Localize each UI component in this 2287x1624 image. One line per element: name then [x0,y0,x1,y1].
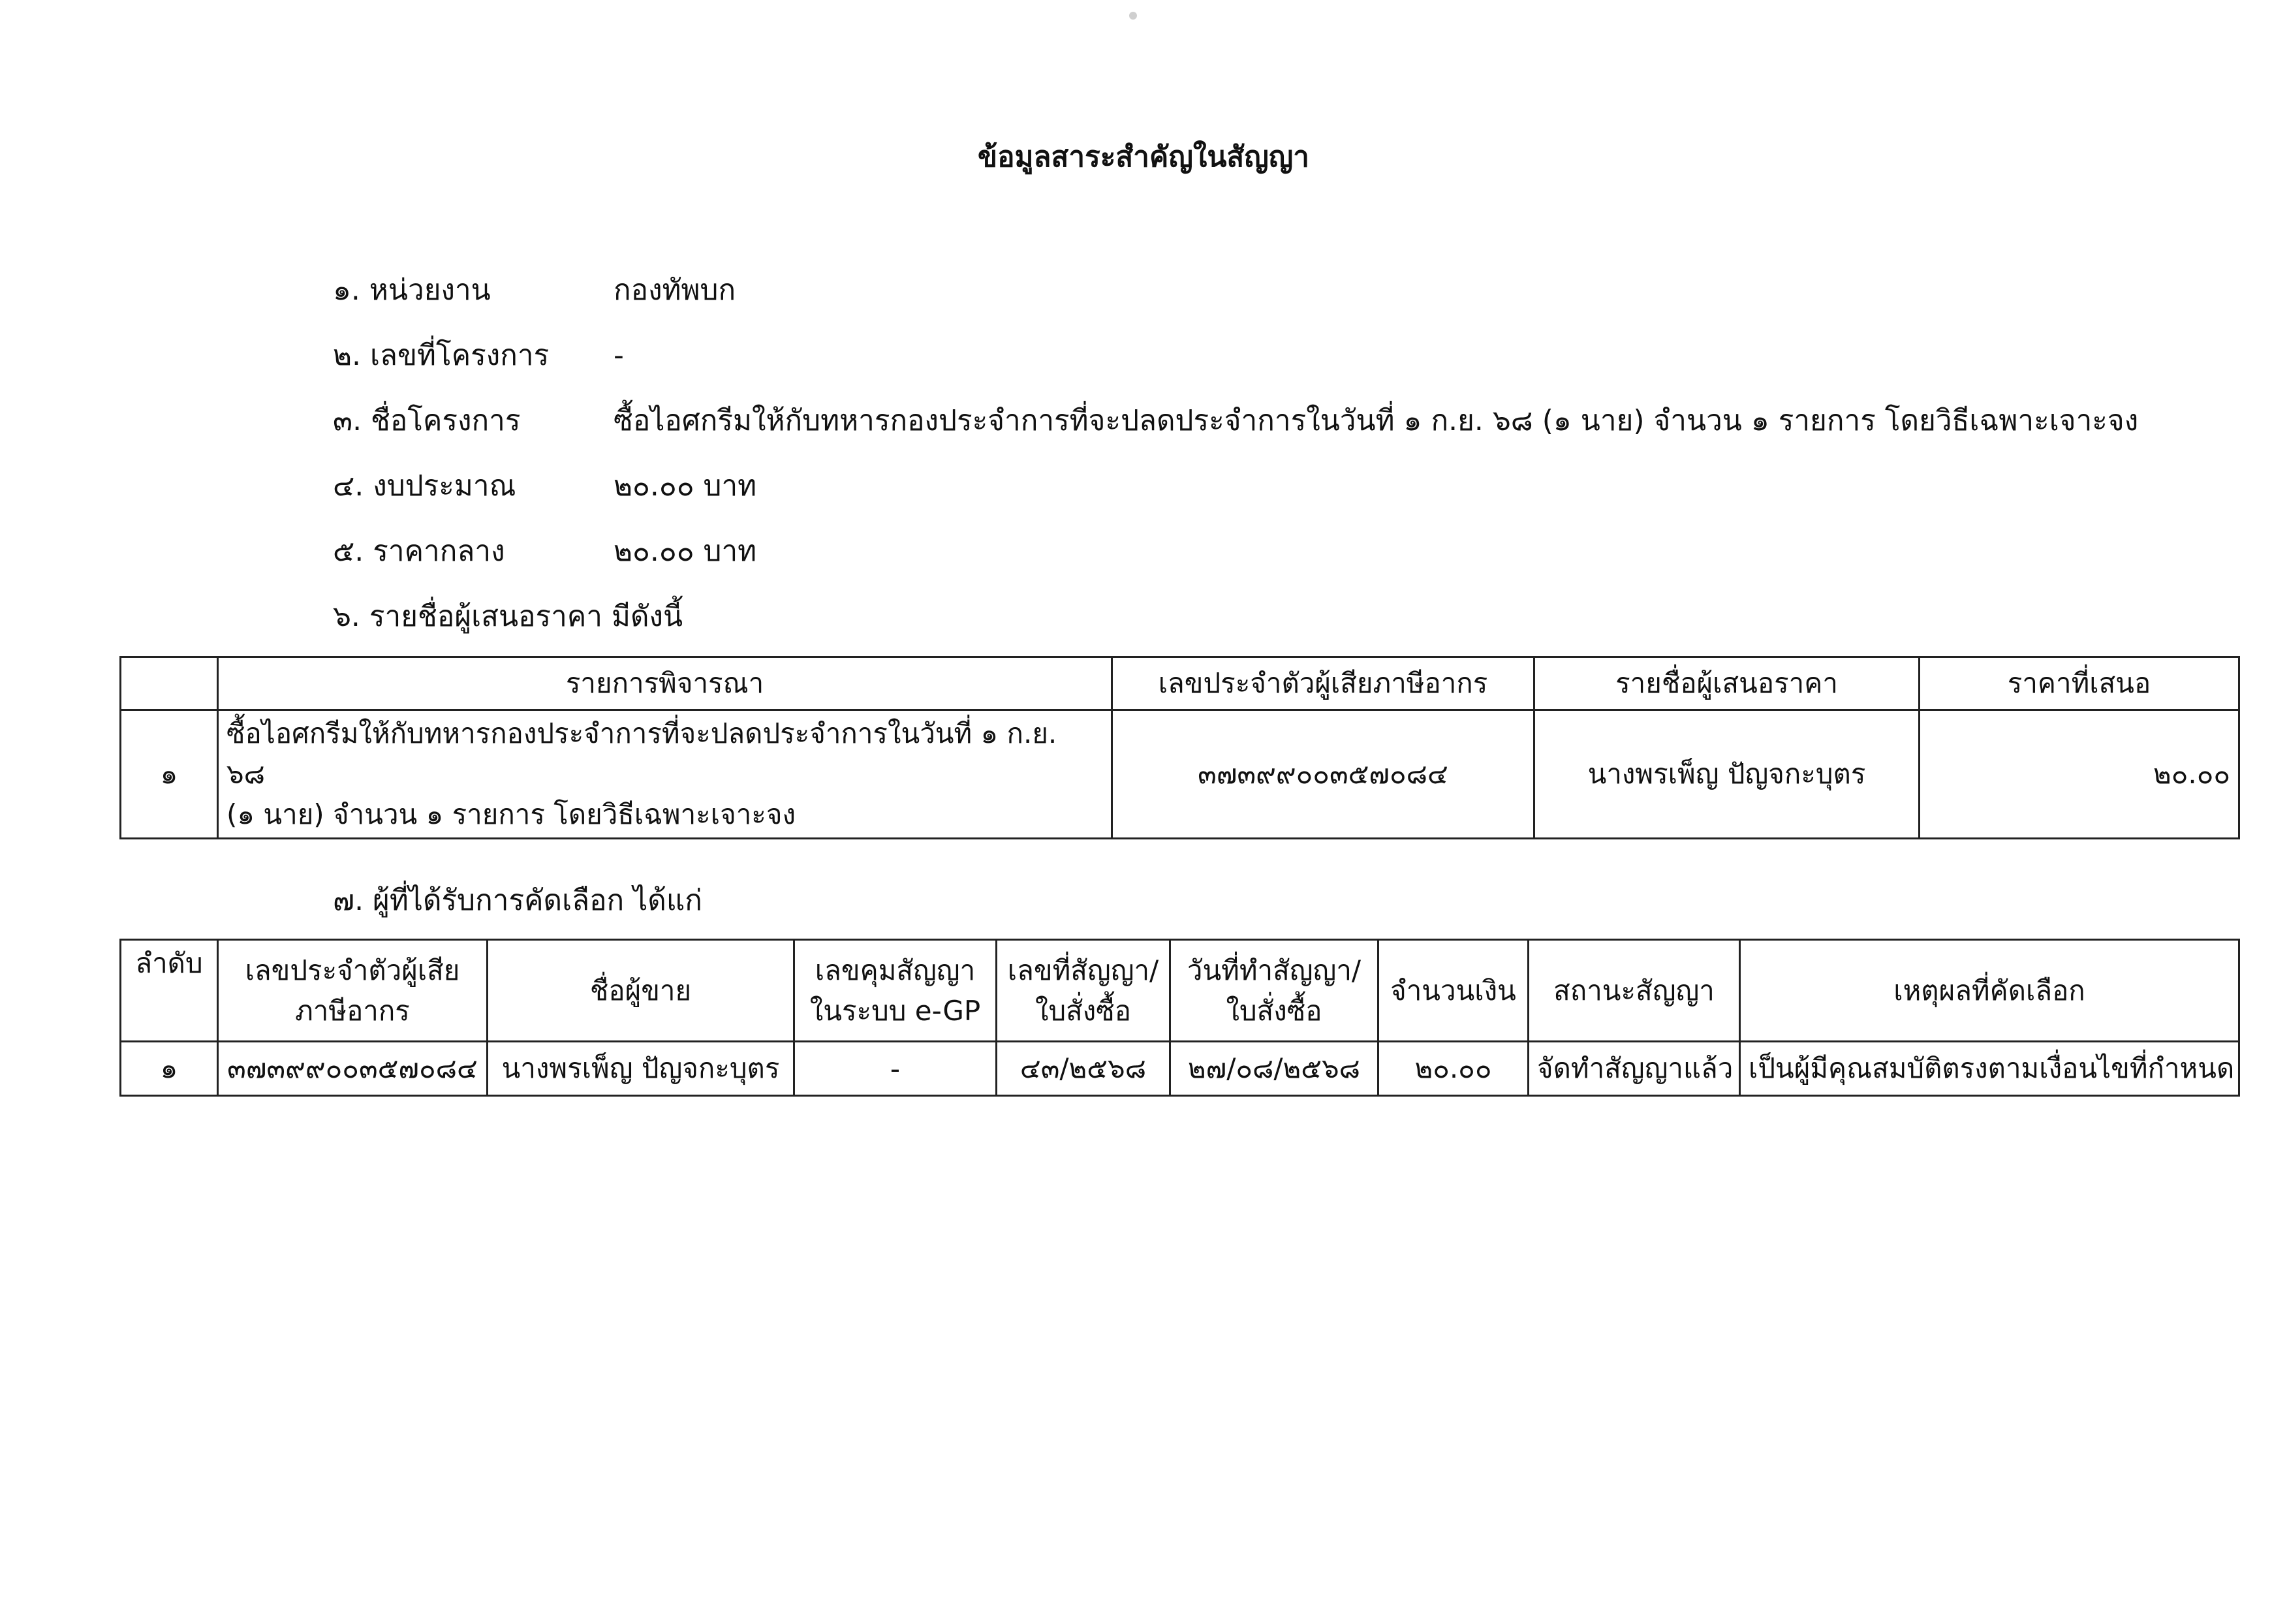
header-line: เลขที่สัญญา/ [1007,954,1159,986]
info-median-price [333,532,756,571]
header-line: ใบสั่งซื้อ [1035,994,1132,1027]
tax-id: ๓๗๓๙๙๐๐๓๕๗๐๘๔ [218,1042,488,1096]
document-title: ข้อมูลสาระสำคัญในสัญญา [978,140,1309,174]
contract-date: ๒๗/๐๘/๒๕๖๘ [1170,1042,1378,1096]
column-header [1529,940,1740,1042]
header-line: ลำดับ [135,947,203,979]
column-header [1170,940,1378,1042]
scan-speck [1129,12,1137,20]
info-project-no [333,336,624,375]
section7-heading: ๗. ผู้ที่ได้รับการคัดเลือก ได้แก่ [333,884,702,917]
header-line: ใบสั่งซื้อ [1226,994,1322,1027]
info-agency [333,271,736,310]
item-description-line: ซื้อไอศกรีมให้กับทหารกองประจำการที่จะปลดประจำการในวันที่ ๑ ก.ย. ๖๘ [226,717,1057,790]
header-line: เลขประจำตัวผู้เสีย [245,954,460,986]
column-header [121,940,218,1042]
column-header: รายชื่อผู้เสนอราคา [1534,657,1920,710]
header-line: ในระบบ e-GP [809,994,981,1027]
column-header [1378,940,1529,1042]
item-description-line: (๑ นาย) จำนวน ๑ รายการ โดยวิธีเฉพาะเจาะจง [226,798,796,830]
info-value: ซื้อไอศกรีมให้กับทหารกองประจำการที่จะปลดประจำการในวันที่ ๑ ก.ย. ๖๘ (๑ นาย) จำนวน ๑ รายการ โดยวิธีเฉพาะเจาะจง [614,404,2139,437]
header-line: จำนวนเงิน [1390,974,1516,1007]
info-label: ๔. งบประมาณ [333,469,516,503]
column-header [794,940,997,1042]
bidders-table [119,656,2240,839]
selection-reason: เป็นผู้มีคุณสมบัติตรงตามเงื่อนไขที่กำหนด [1740,1042,2239,1096]
column-header: เลขประจำตัวผู้เสียภาษีอากร [1112,657,1534,710]
row-number: ๑ [121,1042,218,1096]
contract-status: จัดทำสัญญาแล้ว [1529,1042,1740,1096]
header-line: เลขคุมสัญญา [815,954,976,986]
header-line: เหตุผลที่คัดเลือก [1893,974,2085,1007]
bid-price: ๒๐.๐๐ [1920,710,2239,839]
row-number: ๑ [121,710,218,839]
column-header: รายการพิจารณา [218,657,1112,710]
info-label: ๒. เลขที่โครงการ [333,339,550,372]
info-label: ๕. ราคากลาง [333,535,505,568]
column-header [121,657,218,710]
info-budget [333,467,756,506]
amount: ๒๐.๐๐ [1378,1042,1529,1096]
table-row [121,1042,2239,1096]
table-row [121,710,2239,839]
section6-heading: ๖. รายชื่อผู้เสนอราคา มีดังนี้ [333,600,683,633]
info-label: ๑. หน่วยงาน [333,273,491,307]
info-label: ๓. ชื่อโครงการ [333,404,521,437]
info-value: - [614,339,624,372]
bidder-name: นางพรเพ็ญ ปัญจกะบุตร [1534,710,1920,839]
egp-control-no: - [794,1042,997,1096]
seller-name: นางพรเพ็ญ ปัญจกะบุตร [488,1042,794,1096]
contract-no: ๔๓/๒๕๖๘ [997,1042,1170,1096]
column-header [1740,940,2239,1042]
header-line: ชื่อผู้ขาย [589,974,692,1007]
column-header [488,940,794,1042]
header-line: ภาษีอากร [295,994,410,1027]
selected-table [119,939,2240,1097]
tax-id: ๓๗๓๙๙๐๐๓๕๗๐๘๔ [1112,710,1534,839]
column-header: ราคาที่เสนอ [1920,657,2239,710]
info-value: ๒๐.๐๐ บาท [614,469,757,503]
info-project-name [333,401,2138,441]
info-value: ๒๐.๐๐ บาท [614,535,757,568]
table-header-row [121,657,2239,710]
item-description [218,710,1112,839]
header-line: สถานะสัญญา [1553,974,1715,1007]
column-header [218,940,488,1042]
column-header [997,940,1170,1042]
header-line: วันที่ทำสัญญา/ [1187,954,1361,986]
info-value: กองทัพบก [614,273,736,307]
table-header-row [121,940,2239,1042]
